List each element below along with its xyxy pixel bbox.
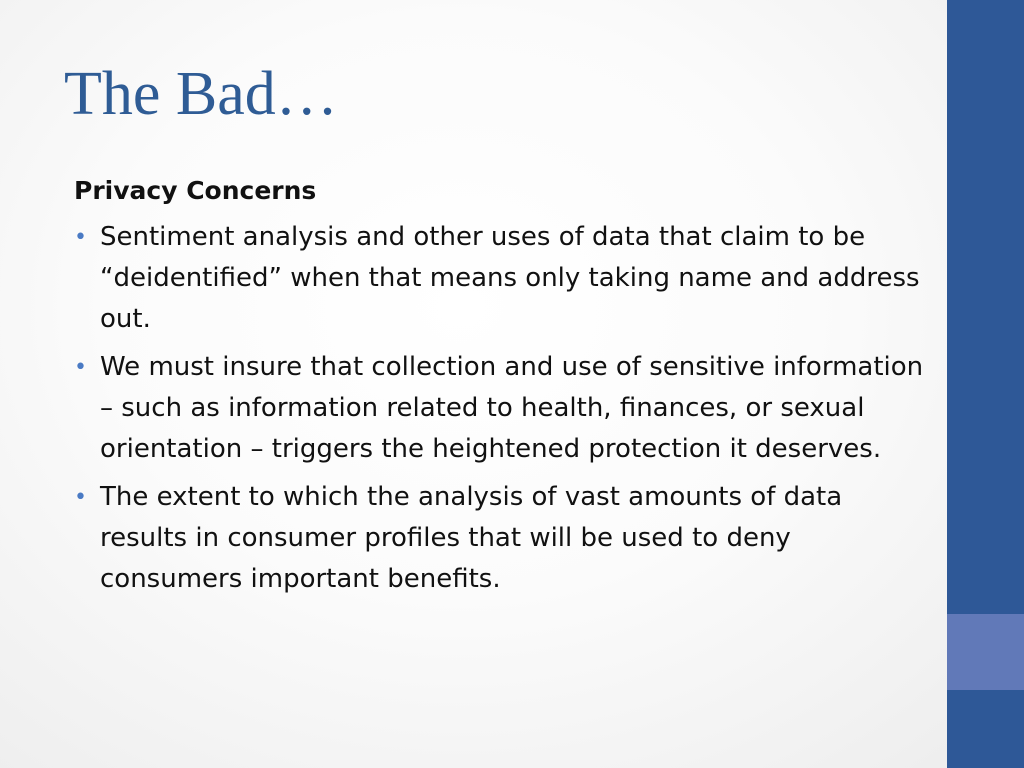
bullet-text: The extent to which the analysis of vast amounts of data results in consumer profiles that will be used to deny consumers important benefits. <box>100 482 843 594</box>
slide-content <box>74 170 924 607</box>
bullet-list <box>74 217 924 600</box>
bullet-text: We must insure that collection and use of sensitive information – such as information related to health, finances, or sexual orientation – triggers the heightened protection it deserves. <box>100 352 924 464</box>
bullet-icon: • <box>74 225 87 250</box>
bullet-item <box>74 217 924 340</box>
slide-title: The Bad… <box>64 60 338 128</box>
bullet-icon: • <box>74 485 87 510</box>
bullet-item <box>74 347 924 470</box>
bullet-text: Sentiment analysis and other uses of data that claim to be “deidentified” when that means only taking name and address out. <box>100 222 920 334</box>
bullet-icon: • <box>74 355 87 380</box>
decorative-side-bar-accent <box>947 614 1024 690</box>
bullet-item <box>74 477 924 600</box>
section-heading: Privacy Concerns <box>74 176 317 205</box>
